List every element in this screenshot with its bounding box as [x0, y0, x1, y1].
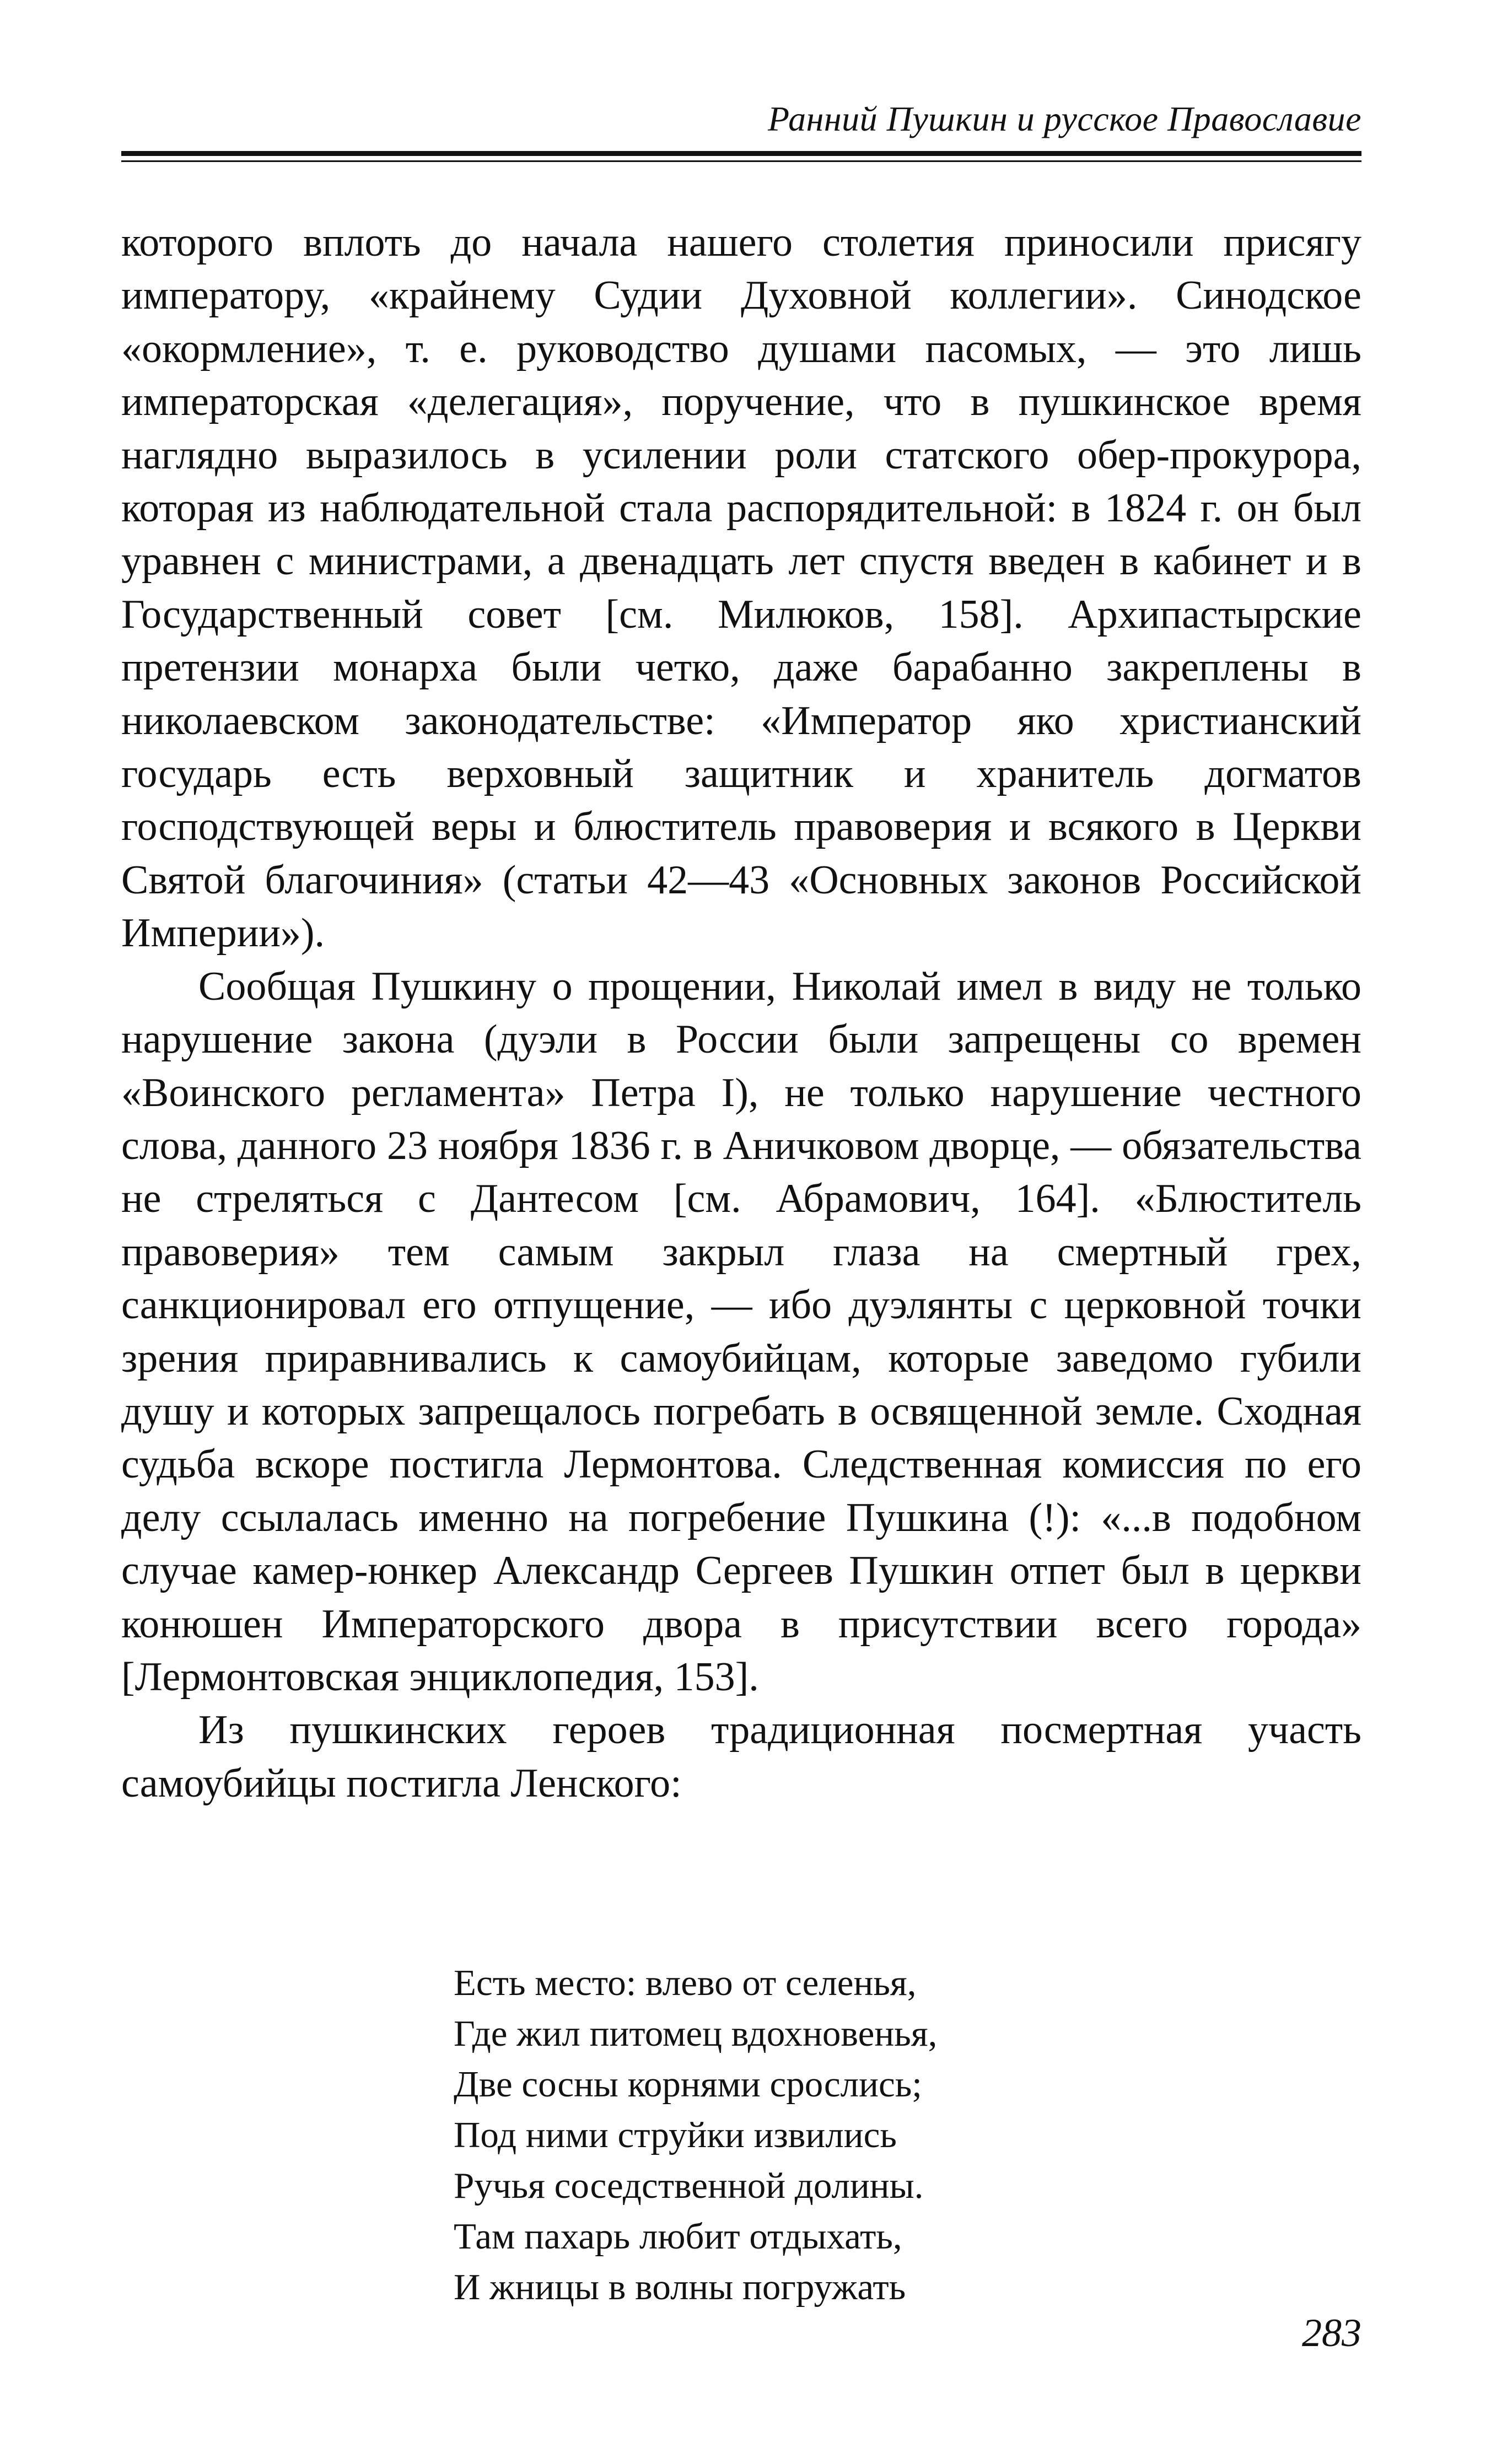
poem-line: Где жил питомец вдохновенья,: [454, 2013, 938, 2054]
page-number: 283: [1302, 2311, 1361, 2355]
header-rule-thick: [121, 151, 1361, 156]
header-rule-thin: [121, 160, 1361, 162]
body-text: [121, 216, 1361, 1810]
poem-line: Ручья соседственной долины.: [454, 2165, 924, 2206]
poem-line: Есть место: влево от селенья,: [454, 1962, 917, 2003]
poem-line: Под ними струйки извились: [454, 2115, 897, 2155]
poem-line: И жницы в волны погружать: [454, 2267, 906, 2307]
poem-line: Две сосны корнями срослись;: [454, 2064, 922, 2105]
paragraph: Сообщая Пушкину о прощении, Николай имел в виду не только нарушение закона (дуэли в России были запрещены со времен «Воинского регламента» Петра I), не только нарушение честного слова, данного 23 ноября 1836 г. в Аничковом дворце, — обязательства не стреляться с Дантесом [см. Абрамович, 164]. «Блюститель правоверия» тем самым закрыл глаза на смертный грех, санкционировал его отпущение, — ибо дуэлянты с церковной точки зрения приравнивались к самоубийцам, которые заведомо губили душу и которых запрещалось погребать в освященной земле. Сходная судьба вскоре постигла Лермонтова. Следственная комиссия по его делу ссылалась именно на погребение Пушкина (!): «...в подобном случае камер-юнкер Александр Сергеев Пушкин отпет был в церкви конюшен Императорского двора в присутствии всего города» [Лермонтовская энциклопедия, 153].: [121, 963, 1361, 1700]
poem-quote: [454, 1958, 937, 2312]
paragraph: Из пушкинских героев традиционная посмертная участь самоубийцы постигла Ленского:: [121, 1707, 1361, 1806]
paragraph: которого вплоть до начала нашего столетия приносили присягу императору, «крайнему Судии Духовной коллегии». Синодское «окормление», т. е. руководство душами пасомых, — это лишь императорская «делегация», поручение, что в пушкинское время наглядно выразилось в усилении роли статского обер-прокурора, которая из наблюдательной стала распорядительной: в 1824 г. он был уравнен с министрами, а двенадцать лет спустя введен в кабинет и в Государственный совет [см. Милюков, 158]. Архипастырские претензии монарха были четко, даже барабанно закреплены в николаевском законодательстве: «Император яко христианский государь есть верховный защитник и хранитель догматов господствующей веры и блюститель правоверия и всякого в Церкви Святой благочиния» (статьи 42—43 «Основных законов Российской Империи»).: [121, 220, 1361, 956]
running-head: Ранний Пушкин и русское Православие: [768, 99, 1361, 138]
poem-line: Там пахарь любит отдыхать,: [454, 2216, 902, 2257]
